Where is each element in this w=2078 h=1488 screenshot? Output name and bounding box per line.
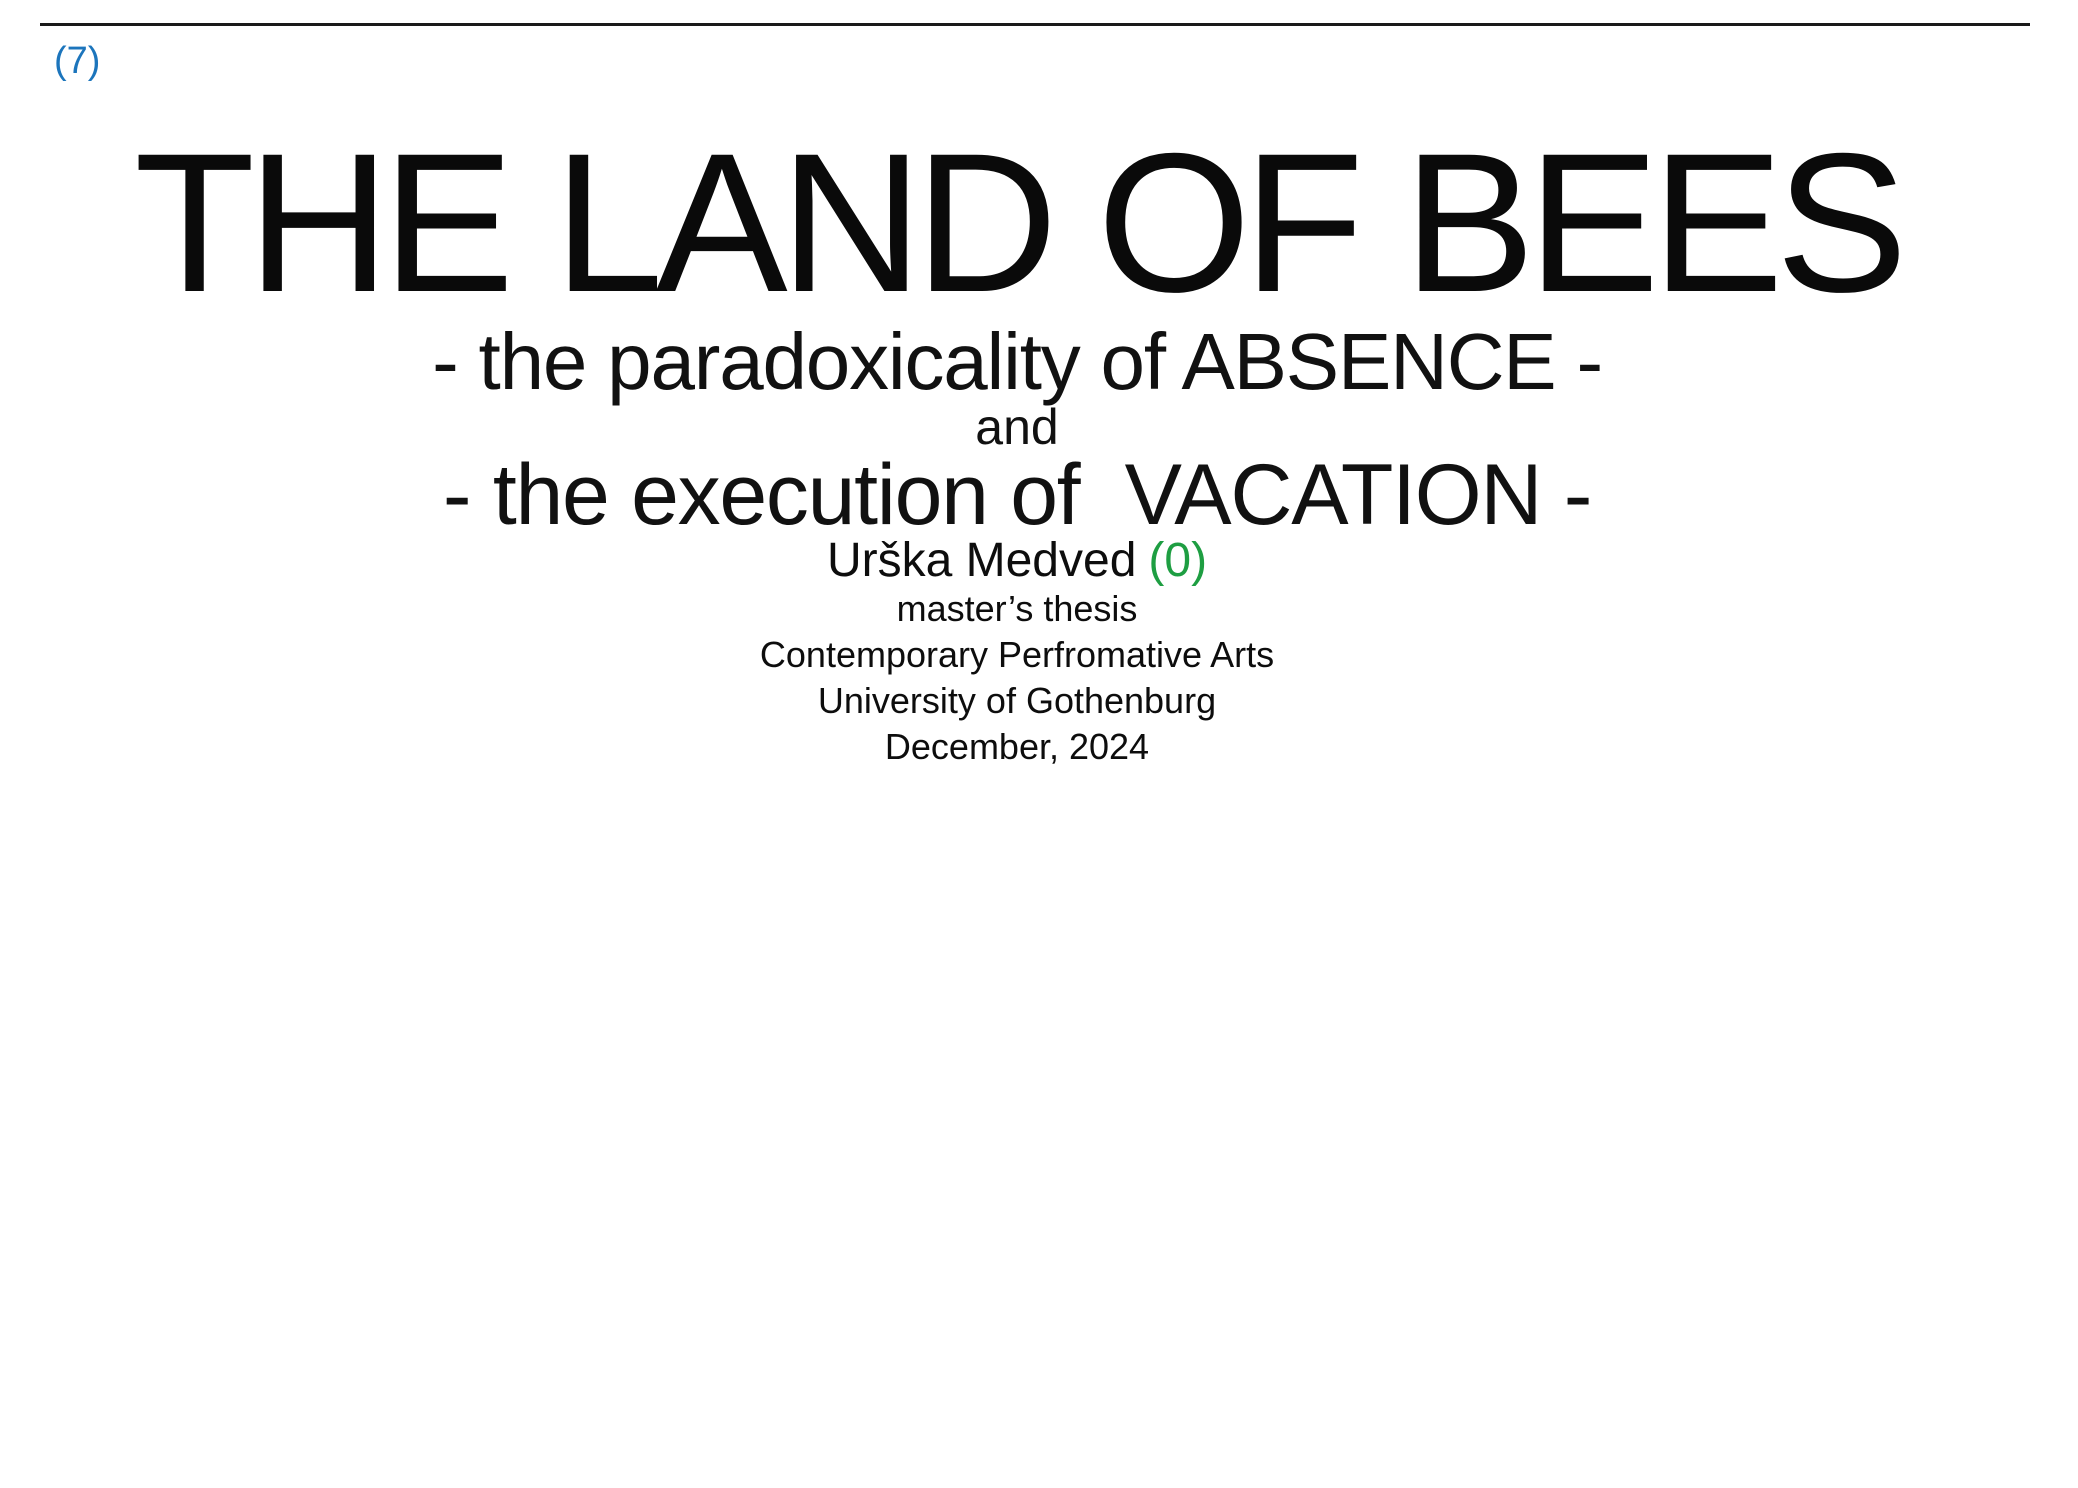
subtitle-conjunction: and [975,399,1059,455]
credit-line-date: December, 2024 [884,726,1150,767]
credits-block [0,534,2034,770]
credit-line-thesis-type: master’s thesis [896,588,1138,629]
page-title: THE LAND OF BEES [134,112,1900,333]
author-name: Urška Medved [826,534,1137,587]
credit-line-programme: Contemporary Perfromative Arts [759,634,1275,675]
credit-line-university: University of Gothenburg [817,680,1217,721]
subtitle-absence: - the paradoxicality of ABSENCE - [432,317,1602,406]
author-line [0,534,2034,587]
subtitle-vacation: - the execution of VACATION - [442,447,1592,543]
annotation-number-marker[interactable]: (7) [54,40,101,82]
author-annotation-marker[interactable]: (0) [1148,534,1208,587]
